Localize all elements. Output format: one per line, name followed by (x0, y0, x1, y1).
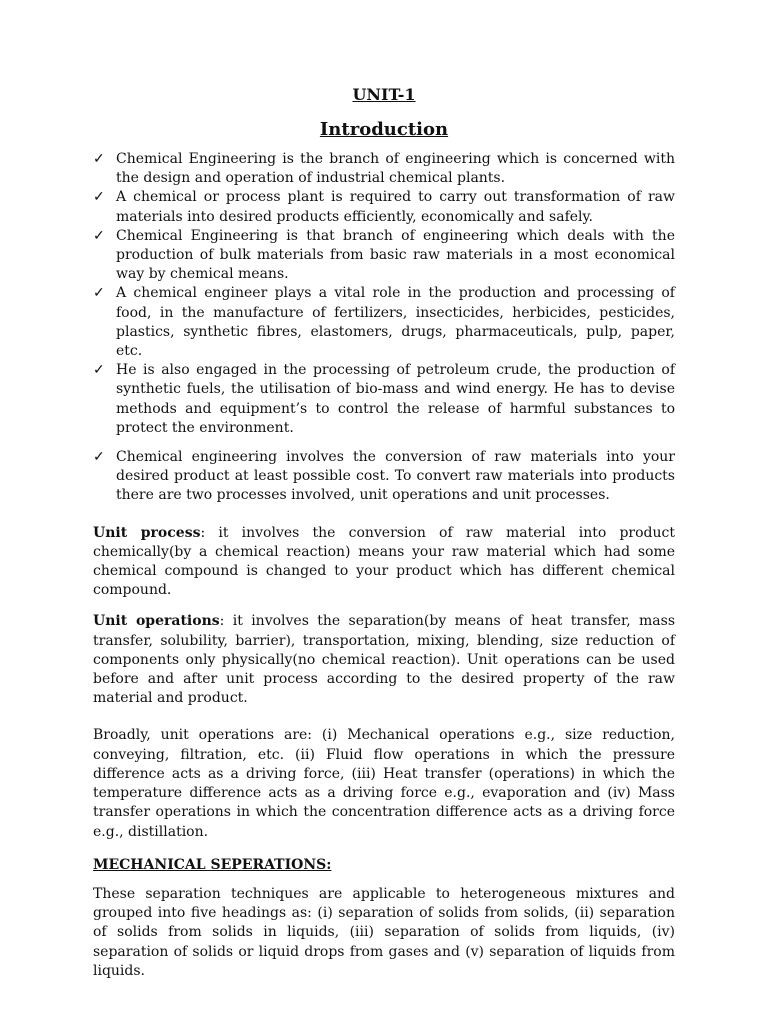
list-item-text: Chemical Engineering is the branch of engineering which is concerned with the design and operation of industrial chemical plants. (116, 151, 675, 187)
broadly-paragraph: Broadly, unit operations are: (i) Mechanical operations e.g., size reduction, conveying, filtration, etc. (ii) Fluid flow operations in which the pressure difference acts as a driving force, (iii) Heat transfer (operations) in which the temperature difference acts as a driving force e.g., evaporation and (iv) Mass transfer operations in which the concentration difference acts as a driving force e.g., distillation. (93, 727, 675, 840)
checkmark-icon: ✓ (93, 227, 105, 244)
checkmark-icon: ✓ (93, 285, 105, 302)
checkmark-icon: ✓ (93, 449, 105, 466)
unit-process-text: : it involves the conversion of raw material into product chemically(by a chemical reaction) means your raw material which had some chemical compound is changed to your product which has different chemical compound. (93, 524, 675, 599)
list-item (93, 150, 675, 188)
list-item-text: Chemical engineering involves the conversion of raw materials into your desired product at least possible cost. To convert raw materials into products there are two processes involved, unit operations and unit processes. (116, 449, 675, 504)
bullet-list (93, 150, 675, 506)
list-item (93, 227, 675, 285)
checkmark-icon: ✓ (93, 189, 105, 206)
list-item (93, 448, 675, 506)
unit-operations-text: : it involves the separation(by means of heat transfer, mass transfer, solubility, barrier), transportation, mixing, blending, size reduction of components only physically(no chemical reaction). Unit operations can be used before and after unit process according to the desired property of the raw material and product. (93, 613, 676, 707)
page-title: Introduction (319, 119, 449, 140)
list-item-text: He is also engaged in the processing of petroleum crude, the production of synthetic fuels, the utilisation of bio-mass and wind energy. He has to devise methods and equipment’s to control the release of harmful substances to protect the environment. (116, 362, 675, 436)
document-page (93, 84, 675, 981)
list-item-text: A chemical engineer plays a vital role in the production and processing of food, in the manufacture of fertilizers, insecticides, herbicides, pesticides, plastics, synthetic fibres, elastomers, drugs, pharmaceuticals, pulp, paper, etc. (116, 285, 675, 360)
list-item (93, 284, 675, 361)
unit-process-paragraph (93, 524, 675, 601)
checkmark-icon: ✓ (93, 151, 105, 167)
list-item-text: Chemical Engineering is that branch of engineering which deals with the production of bulk materials from basic raw materials in a most economical way by chemical means. (116, 227, 675, 283)
section-heading: MECHANICAL SEPERATIONS: (93, 856, 332, 873)
list-item (93, 361, 675, 438)
unit-title: UNIT-1 (352, 85, 416, 104)
list-item (93, 188, 675, 226)
list-item-text: A chemical or process plant is required to carry out transformation of raw materials into desired products efficiently, economically and safely. (116, 189, 675, 225)
mechanical-paragraph: These separation techniques are applicable to heterogeneous mixtures and grouped into five headings as: (i) separation of solids from solids, (ii) separation of solids from solids in liquids, (iii) separation of solids from liquids, (iv) separation of solids or liquid drops from gases and (v) separation of liquids from liquids. (93, 885, 675, 979)
unit-operations-term: Unit operations (93, 613, 220, 630)
unit-process-term: Unit process (93, 524, 201, 541)
unit-operations-paragraph (93, 612, 675, 708)
checkmark-icon: ✓ (93, 362, 105, 379)
